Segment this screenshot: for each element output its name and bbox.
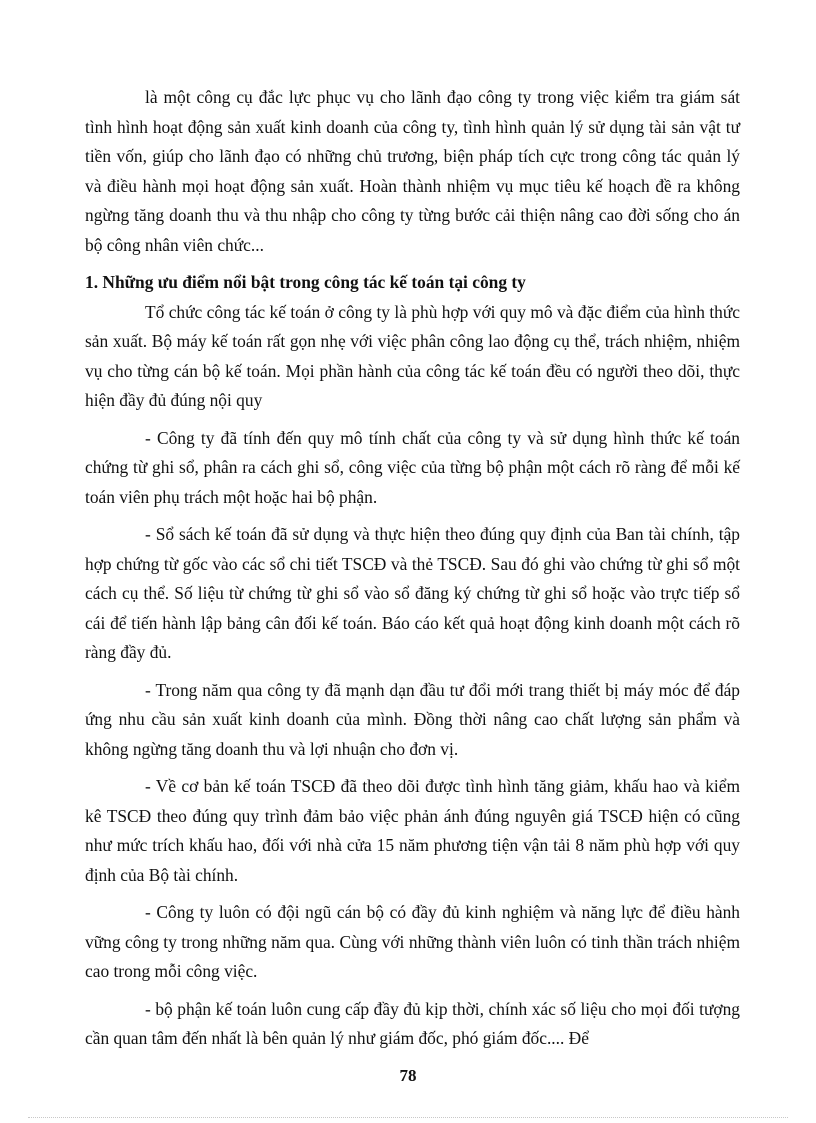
paragraph-ledgers: - Sổ sách kế toán đã sử dụng và thực hiện theo đúng quy định của Ban tài chính, tập hợp chứng từ gốc vào các sổ chi tiết TSCĐ và thẻ TSCĐ. Sau đó ghi vào chứng từ ghi sổ một cách cụ thể. Số liệu từ chứng từ ghi sổ vào sổ đăng ký chứng từ ghi sổ hoặc vào trực tiếp sổ cái để tiến hành lập bảng cân đối kế toán. Báo cáo kết quả hoạt động kinh doanh một cách rõ ràng đầy đủ.	[85, 524, 740, 662]
paragraph-reporting: - bộ phận kế toán luôn cung cấp đầy đủ kịp thời, chính xác số liệu cho mọi đối tượng cần quan tâm đến nhất là bên quản lý như giám đốc, phó giám đốc.... Để	[85, 998, 740, 1048]
page-number: 78	[399, 1066, 417, 1085]
page-body	[85, 83, 740, 1054]
footer-divider	[28, 1117, 788, 1118]
paragraph-investment: - Trong năm qua công ty đã mạnh dạn đầu tư đổi mới trang thiết bị máy móc để đáp ứng nhu cầu sản xuất kinh doanh của mình. Đồng thời nâng cao chất lượng sản phẩm và không ngừng tăng doanh thu và lợi nhuận cho đơn vị.	[85, 679, 740, 759]
section-heading: 1. Những ưu điểm nổi bật trong công tác kế toán tại công ty	[85, 272, 526, 292]
paragraph-intro: là một công cụ đắc lực phục vụ cho lãnh đạo công ty trong việc kiểm tra giám sát tình hình hoạt động sản xuất kinh doanh của công ty, tình hình quản lý sử dụng tài sản vật tư tiền vốn, giúp cho lãnh đạo có những chủ trương, biện pháp tích cực trong công tác quản lý và điều hành mọi hoạt động sản xuất. Hoàn thành nhiệm vụ mục tiêu kế hoạch đề ra không ngừng tăng doanh thu và thu nhập cho công ty từng bước cải thiện nâng cao đời sống cho án bộ công nhân viên chức...	[85, 87, 740, 255]
paragraph-fixed-assets: - Về cơ bản kế toán TSCĐ đã theo dõi được tình hình tăng giảm, khấu hao và kiểm kê TSCĐ theo đúng quy trình đảm bảo việc phản ánh đúng nguyên giá TSCĐ hiện có cũng như mức trích khấu hao, đối với nhà cửa 15 năm phương tiện vận tải 8 năm phù hợp với quy định của Bộ tài chính.	[85, 776, 740, 885]
paragraph-bookkeeping-form: - Công ty đã tính đến quy mô tính chất của công ty và sử dụng hình thức kế toán chứng từ ghi sổ, phân ra cách ghi sổ, công việc của từng bộ phận một cách rõ ràng để mỗi kế toán viên phụ trách một hoặc hai bộ phận.	[85, 427, 740, 507]
paragraph-organization: Tổ chức công tác kế toán ở công ty là phù hợp với quy mô và đặc điểm của hình thức sản xuất. Bộ máy kế toán rất gọn nhẹ với việc phân công lao động cụ thể, trách nhiệm, nhiệm vụ cho từng cán bộ kế toán. Mọi phần hành của công tác kế toán đều có người theo dõi, thực hiện đầy đủ đúng nội quy	[85, 301, 740, 410]
paragraph-staff: - Công ty luôn có đội ngũ cán bộ có đầy đủ kinh nghiệm và năng lực để điều hành vững công ty trong những năm qua. Cùng với những thành viên luôn có tinh thần trách nhiệm cao trong mỗi công việc.	[85, 902, 740, 981]
